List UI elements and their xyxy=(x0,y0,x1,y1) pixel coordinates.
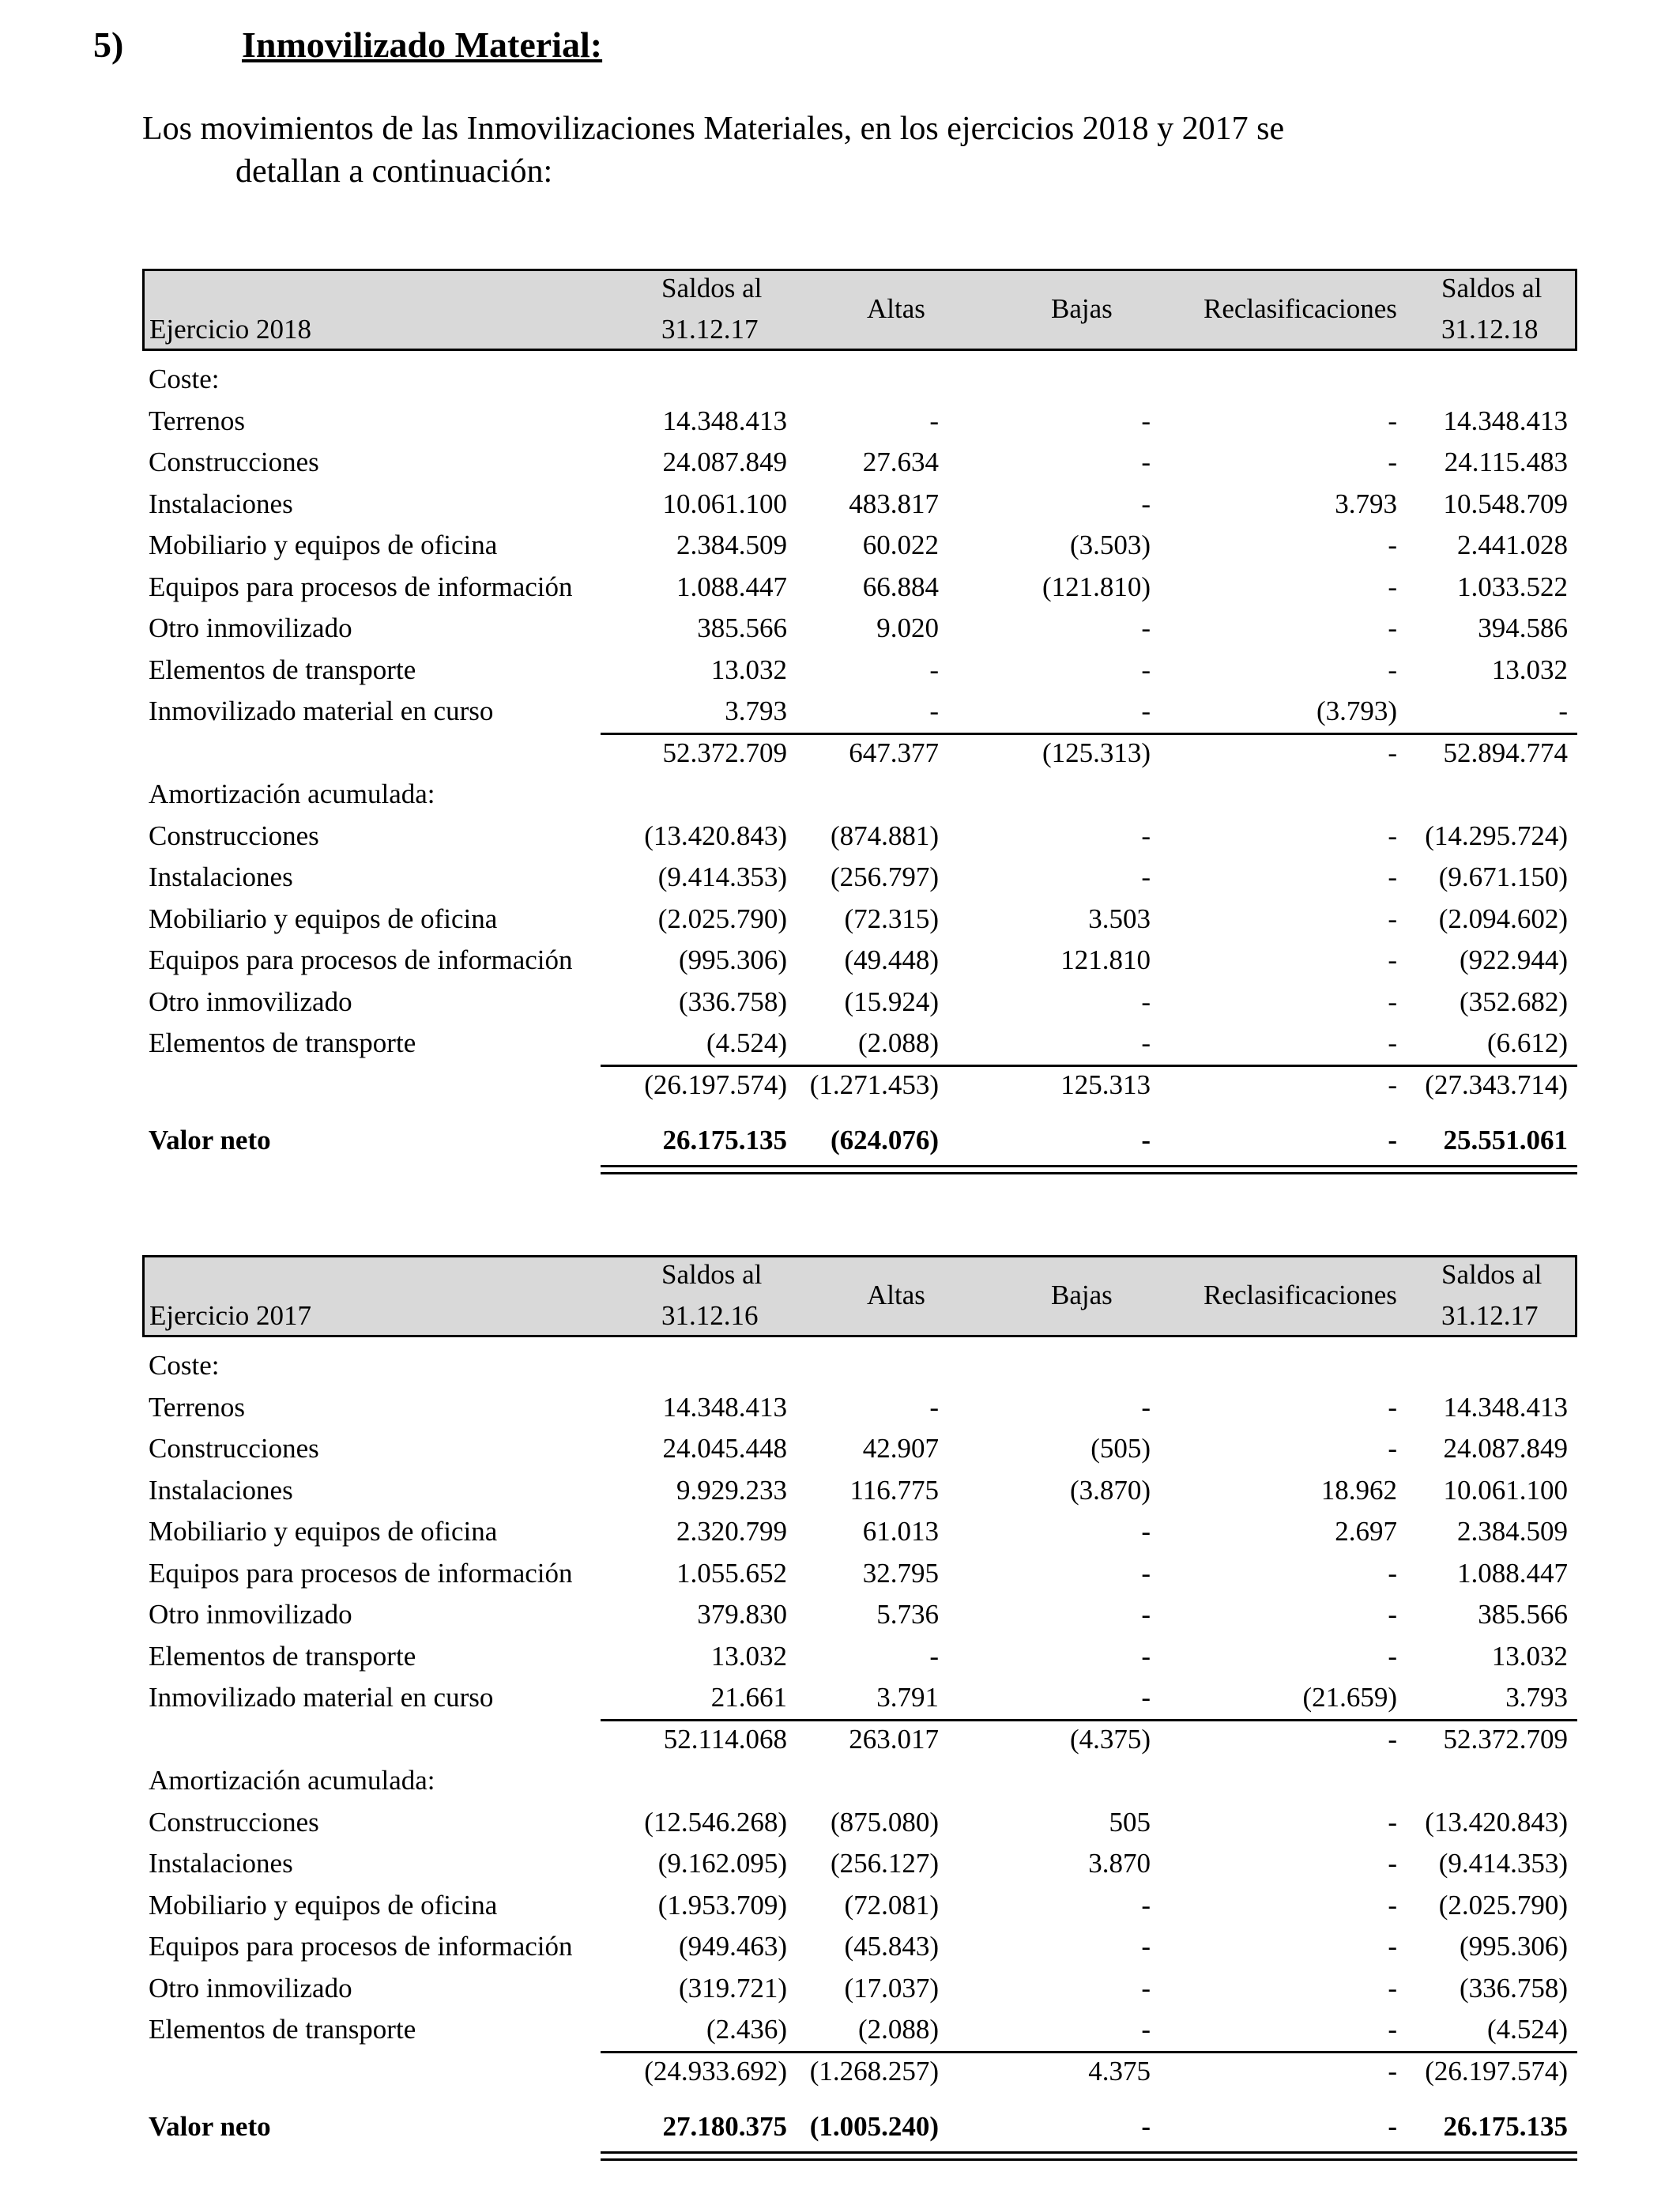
cell-col-2: - xyxy=(929,405,939,436)
amortizacion-row xyxy=(142,899,1577,941)
cell-col-1: (12.546.268) xyxy=(644,1806,787,1838)
cell-col-2: 5.736 xyxy=(876,1599,939,1630)
subtotal-rule xyxy=(601,2051,1577,2053)
header-altas: Altas xyxy=(867,293,925,324)
cell-col-5: 10.548.709 xyxy=(1443,488,1568,519)
cell-col-2: (1.268.257) xyxy=(809,2055,939,2087)
cell-col-4: - xyxy=(1388,1723,1397,1755)
subtotal-rule xyxy=(601,733,1577,735)
cell-col-5: 2.441.028 xyxy=(1457,530,1568,560)
header-saldos-fin-l2: 31.12.17 xyxy=(1441,1300,1539,1331)
amortizacion-label-row xyxy=(142,774,1577,816)
cell-col-3: (125.313) xyxy=(1042,737,1151,768)
header-bajas: Bajas xyxy=(1051,1280,1113,1310)
cell-col-3: (505) xyxy=(1090,1433,1151,1464)
cell-col-5: (14.295.724) xyxy=(1425,820,1568,851)
row-label: Mobiliario y equipos de oficina xyxy=(149,903,498,934)
row-label: Equipos para procesos de información xyxy=(149,1931,573,1962)
cell-col-2: - xyxy=(929,1391,939,1423)
cell-col-5: 14.348.413 xyxy=(1443,1391,1568,1423)
cell-col-4: - xyxy=(1388,1027,1397,1058)
cell-col-4: - xyxy=(1388,654,1397,685)
cell-col-4: (3.793) xyxy=(1316,696,1397,726)
amortizacion-row xyxy=(142,1023,1577,1065)
cell-col-3: - xyxy=(1141,1640,1151,1672)
coste-row xyxy=(142,1387,1577,1429)
cell-col-1: (24.933.692) xyxy=(644,2055,787,2087)
cell-col-4: - xyxy=(1388,861,1397,892)
cell-col-1: 1.088.447 xyxy=(676,571,787,602)
coste-row xyxy=(142,1553,1577,1595)
cell-col-5: 3.793 xyxy=(1505,1682,1568,1713)
coste-row xyxy=(142,1428,1577,1470)
amortizacion-row xyxy=(142,982,1577,1023)
coste-row xyxy=(142,525,1577,567)
row-label: Coste: xyxy=(149,1350,220,1381)
cell-col-4: (21.659) xyxy=(1302,1682,1397,1713)
cell-col-5: (336.758) xyxy=(1459,1972,1568,2004)
cell-col-3: 3.870 xyxy=(1088,1848,1151,1879)
cell-col-3: - xyxy=(1141,2111,1151,2142)
cell-col-3: - xyxy=(1141,1516,1151,1547)
cell-col-1: (9.162.095) xyxy=(657,1848,787,1879)
row-label: Instalaciones xyxy=(149,1474,293,1506)
intro-line-1: Los movimientos de las Inmovilizaciones Materiales, en los ejercicios 2018 y 2017 se xyxy=(142,111,1285,147)
header-reclasificaciones: Reclasificaciones xyxy=(1203,1280,1397,1310)
row-label: Instalaciones xyxy=(149,1848,293,1879)
cell-col-3: - xyxy=(1141,1391,1151,1423)
cell-col-4: - xyxy=(1388,1125,1397,1155)
cell-col-4: - xyxy=(1388,1391,1397,1423)
cell-col-3: - xyxy=(1141,1125,1151,1155)
cell-col-1: (4.524) xyxy=(706,1027,787,1058)
cell-col-5: 26.175.135 xyxy=(1443,2111,1568,2142)
cell-col-2: (256.127) xyxy=(830,1848,939,1879)
cell-col-2: 27.634 xyxy=(862,447,939,477)
row-label: Elementos de transporte xyxy=(149,1640,416,1672)
cell-col-5: (2.025.790) xyxy=(1438,1889,1568,1921)
cell-col-5: (352.682) xyxy=(1459,986,1568,1017)
row-label: Elementos de transporte xyxy=(149,2014,416,2045)
cell-col-5: 394.586 xyxy=(1478,613,1568,643)
cell-col-1: 379.830 xyxy=(697,1599,787,1630)
cell-col-2: (2.088) xyxy=(857,1027,939,1058)
coste-total-row xyxy=(142,733,1577,775)
cell-col-5: 25.551.061 xyxy=(1443,1125,1568,1155)
table-header xyxy=(142,269,1577,351)
cell-col-3: - xyxy=(1141,1931,1151,1962)
cell-col-1: 385.566 xyxy=(697,613,787,643)
cell-col-3: - xyxy=(1141,613,1151,643)
cell-col-4: - xyxy=(1388,1806,1397,1838)
cell-col-2: 66.884 xyxy=(862,571,939,602)
cell-col-4: - xyxy=(1388,1599,1397,1630)
cell-col-1: 1.055.652 xyxy=(676,1557,787,1589)
cell-col-3: - xyxy=(1141,405,1151,436)
row-label: Mobiliario y equipos de oficina xyxy=(149,1889,498,1921)
row-label: Construcciones xyxy=(149,1433,319,1464)
cell-col-4: - xyxy=(1388,2014,1397,2045)
cell-col-2: - xyxy=(929,696,939,726)
cell-col-4: - xyxy=(1388,1848,1397,1879)
row-label: Equipos para procesos de información xyxy=(149,944,573,975)
cell-col-4: - xyxy=(1388,986,1397,1017)
coste-row xyxy=(142,691,1577,733)
cell-col-5: (26.197.574) xyxy=(1425,2055,1568,2087)
cell-col-2: (17.037) xyxy=(844,1972,939,2004)
cell-col-3: - xyxy=(1141,488,1151,519)
header-ejercicio: Ejercicio 2018 xyxy=(149,314,312,345)
table-ejercicio-2017 xyxy=(142,1255,1577,2161)
coste-row xyxy=(142,608,1577,650)
cell-col-1: (336.758) xyxy=(678,986,787,1017)
cell-col-5: (922.944) xyxy=(1459,944,1568,975)
header-saldos-inicio-l2: 31.12.17 xyxy=(661,314,759,345)
row-label: Coste: xyxy=(149,364,220,394)
amortizacion-total-row xyxy=(142,1065,1577,1106)
cell-col-5: 1.033.522 xyxy=(1457,571,1568,602)
double-total-rule xyxy=(601,1165,1577,1174)
cell-col-4: - xyxy=(1388,1069,1397,1100)
cell-col-3: (3.870) xyxy=(1069,1474,1151,1506)
cell-col-3: (121.810) xyxy=(1042,571,1151,602)
cell-col-1: 13.032 xyxy=(710,654,787,685)
cell-col-5: 13.032 xyxy=(1491,654,1568,685)
cell-col-3: - xyxy=(1141,696,1151,726)
cell-col-4: - xyxy=(1388,1931,1397,1962)
section-heading xyxy=(93,24,602,66)
cell-col-4: - xyxy=(1388,1640,1397,1672)
cell-col-1: 21.661 xyxy=(710,1682,787,1713)
cell-col-2: (2.088) xyxy=(857,2014,939,2045)
cell-col-5: 52.894.774 xyxy=(1443,737,1568,768)
cell-col-1: (26.197.574) xyxy=(644,1069,787,1100)
cell-col-5: (9.414.353) xyxy=(1438,1848,1568,1879)
table-ejercicio-2018 xyxy=(142,269,1577,1174)
cell-col-2: 61.013 xyxy=(862,1516,939,1547)
section-number: 5) xyxy=(93,25,124,65)
cell-col-1: 52.372.709 xyxy=(662,737,787,768)
cell-col-2: (1.271.453) xyxy=(809,1069,939,1100)
cell-col-2: 647.377 xyxy=(849,737,939,768)
coste-total-row xyxy=(142,1719,1577,1761)
cell-col-3: - xyxy=(1141,820,1151,851)
row-label: Mobiliario y equipos de oficina xyxy=(149,530,498,560)
cell-col-2: (624.076) xyxy=(830,1125,939,1155)
row-label: Equipos para procesos de información xyxy=(149,571,573,602)
cell-col-5: (13.420.843) xyxy=(1425,1806,1568,1838)
cell-col-5: (4.524) xyxy=(1486,2014,1568,2045)
cell-col-1: (2.025.790) xyxy=(657,903,787,934)
cell-col-2: (1.005.240) xyxy=(809,2111,939,2142)
coste-row xyxy=(142,567,1577,609)
cell-col-5: (27.343.714) xyxy=(1425,1069,1568,1100)
header-saldos-fin-l1: Saldos al xyxy=(1441,1259,1543,1290)
row-label: Otro inmovilizado xyxy=(149,1972,352,2004)
header-bajas: Bajas xyxy=(1051,293,1113,324)
coste-row xyxy=(142,1636,1577,1678)
cell-col-2: - xyxy=(929,1640,939,1672)
cell-col-1: 3.793 xyxy=(725,696,787,726)
cell-col-5: 13.032 xyxy=(1491,1640,1568,1672)
cell-col-1: 24.087.849 xyxy=(662,447,787,477)
cell-col-4: - xyxy=(1388,944,1397,975)
cell-col-1: (2.436) xyxy=(706,2014,787,2045)
cell-col-4: - xyxy=(1388,447,1397,477)
coste-row xyxy=(142,442,1577,484)
cell-col-1: 2.320.799 xyxy=(676,1516,787,1547)
cell-col-1: (1.953.709) xyxy=(657,1889,787,1921)
cell-col-4: 18.962 xyxy=(1320,1474,1397,1506)
amortizacion-row xyxy=(142,2009,1577,2051)
amortizacion-row xyxy=(142,1802,1577,1844)
coste-row xyxy=(142,1470,1577,1512)
cell-col-4: - xyxy=(1388,1889,1397,1921)
header-saldos-fin-l2: 31.12.18 xyxy=(1441,314,1539,345)
cell-col-5: (9.671.150) xyxy=(1438,861,1568,892)
cell-col-1: (13.420.843) xyxy=(644,820,787,851)
cell-col-3: 505 xyxy=(1109,1806,1151,1838)
row-label: Otro inmovilizado xyxy=(149,1599,352,1630)
cell-col-5: 14.348.413 xyxy=(1443,405,1568,436)
cell-col-2: (874.881) xyxy=(830,820,939,851)
cell-col-3: - xyxy=(1141,1027,1151,1058)
cell-col-5: 24.115.483 xyxy=(1444,447,1568,477)
cell-col-5: (2.094.602) xyxy=(1438,903,1568,934)
row-label: Inmovilizado material en curso xyxy=(149,696,494,726)
cell-col-3: 121.810 xyxy=(1060,944,1151,975)
cell-col-2: (72.081) xyxy=(844,1889,939,1921)
cell-col-1: (319.721) xyxy=(678,1972,787,2004)
cell-col-1: 14.348.413 xyxy=(662,1391,787,1423)
cell-col-2: (45.843) xyxy=(844,1931,939,1962)
cell-col-3: - xyxy=(1141,1682,1151,1713)
cell-col-5: - xyxy=(1558,696,1568,726)
row-label: Elementos de transporte xyxy=(149,654,416,685)
cell-col-2: 3.791 xyxy=(876,1682,939,1713)
coste-label-row xyxy=(142,359,1577,401)
cell-col-2: 32.795 xyxy=(862,1557,939,1589)
subtotal-rule xyxy=(601,1065,1577,1067)
cell-col-4: - xyxy=(1388,820,1397,851)
cell-col-1: 27.180.375 xyxy=(662,2111,787,2142)
cell-col-5: (995.306) xyxy=(1459,1931,1568,1962)
row-label: Terrenos xyxy=(149,405,245,436)
header-altas: Altas xyxy=(867,1280,925,1310)
cell-col-1: 14.348.413 xyxy=(662,405,787,436)
cell-col-2: (72.315) xyxy=(844,903,939,934)
row-label: Construcciones xyxy=(149,820,319,851)
header-saldos-inicio-l1: Saldos al xyxy=(661,273,763,303)
cell-col-1: 52.114.068 xyxy=(663,1723,787,1755)
header-ejercicio: Ejercicio 2017 xyxy=(149,1300,312,1331)
amortizacion-row xyxy=(142,1926,1577,1968)
intro-line-2: detallan a continuación: xyxy=(235,153,553,190)
cell-col-2: (15.924) xyxy=(844,986,939,1017)
section-title: Inmovilizado Material: xyxy=(242,25,603,65)
cell-col-1: 9.929.233 xyxy=(676,1474,787,1506)
row-label: Amortización acumulada: xyxy=(149,778,435,809)
amortizacion-label-row xyxy=(142,1760,1577,1802)
cell-col-3: - xyxy=(1141,1889,1151,1921)
cell-col-2: 42.907 xyxy=(862,1433,939,1464)
cell-col-3: - xyxy=(1141,1599,1151,1630)
cell-col-3: - xyxy=(1141,861,1151,892)
cell-col-2: 483.817 xyxy=(849,488,939,519)
cell-col-4: - xyxy=(1388,1972,1397,2004)
cell-col-5: 52.372.709 xyxy=(1443,1723,1568,1755)
row-label: Instalaciones xyxy=(149,488,293,519)
row-label: Mobiliario y equipos de oficina xyxy=(149,1516,498,1547)
cell-col-3: - xyxy=(1141,1557,1151,1589)
cell-col-1: 2.384.509 xyxy=(676,530,787,560)
cell-col-2: (49.448) xyxy=(844,944,939,975)
header-saldos-inicio-l2: 31.12.16 xyxy=(661,1300,759,1331)
cell-col-1: (995.306) xyxy=(678,944,787,975)
cell-col-3: 125.313 xyxy=(1060,1069,1151,1100)
cell-col-4: - xyxy=(1388,737,1397,768)
row-label: Construcciones xyxy=(149,1806,319,1838)
cell-col-4: 3.793 xyxy=(1335,488,1397,519)
row-label: Valor neto xyxy=(149,2111,271,2142)
cell-col-3: - xyxy=(1141,654,1151,685)
row-label: Equipos para procesos de información xyxy=(149,1557,573,1589)
cell-col-5: 2.384.509 xyxy=(1457,1516,1568,1547)
row-label: Amortización acumulada: xyxy=(149,1765,435,1796)
table-header xyxy=(142,1255,1577,1337)
cell-col-5: (6.612) xyxy=(1486,1027,1568,1058)
cell-col-3: - xyxy=(1141,986,1151,1017)
cell-col-5: 10.061.100 xyxy=(1443,1474,1568,1506)
cell-col-3: - xyxy=(1141,447,1151,477)
cell-col-3: - xyxy=(1141,2014,1151,2045)
coste-row xyxy=(142,484,1577,526)
cell-col-4: - xyxy=(1388,530,1397,560)
cell-col-1: (9.414.353) xyxy=(657,861,787,892)
row-label: Otro inmovilizado xyxy=(149,613,352,643)
coste-row xyxy=(142,1594,1577,1636)
cell-col-4: - xyxy=(1388,571,1397,602)
cell-col-4: - xyxy=(1388,1433,1397,1464)
cell-col-1: 26.175.135 xyxy=(662,1125,787,1155)
cell-col-4: - xyxy=(1388,613,1397,643)
cell-col-3: 4.375 xyxy=(1088,2055,1151,2087)
cell-col-5: 24.087.849 xyxy=(1443,1433,1568,1464)
cell-col-4: - xyxy=(1388,2055,1397,2087)
cell-col-1: 10.061.100 xyxy=(662,488,787,519)
cell-col-5: 385.566 xyxy=(1478,1599,1568,1630)
cell-col-4: 2.697 xyxy=(1335,1516,1397,1547)
row-label: Elementos de transporte xyxy=(149,1027,416,1058)
coste-row xyxy=(142,1677,1577,1719)
cell-col-2: 263.017 xyxy=(849,1723,939,1755)
cell-col-3: - xyxy=(1141,1972,1151,2004)
amortizacion-row xyxy=(142,816,1577,858)
amortizacion-row xyxy=(142,1885,1577,1927)
intro-paragraph xyxy=(142,107,1486,193)
cell-col-4: - xyxy=(1388,903,1397,934)
valor-neto-row xyxy=(142,2106,1577,2148)
cell-col-3: (4.375) xyxy=(1069,1723,1151,1755)
header-saldos-fin-l1: Saldos al xyxy=(1441,273,1543,303)
cell-col-5: 1.088.447 xyxy=(1457,1557,1568,1589)
coste-label-row xyxy=(142,1345,1577,1387)
header-saldos-inicio-l1: Saldos al xyxy=(661,1259,763,1290)
row-label: Inmovilizado material en curso xyxy=(149,1682,494,1713)
row-label: Instalaciones xyxy=(149,861,293,892)
cell-col-1: 24.045.448 xyxy=(662,1433,787,1464)
cell-col-3: (3.503) xyxy=(1069,530,1151,560)
header-reclasificaciones: Reclasificaciones xyxy=(1203,293,1397,324)
row-label: Otro inmovilizado xyxy=(149,986,352,1017)
cell-col-4: - xyxy=(1388,405,1397,436)
cell-col-2: (875.080) xyxy=(830,1806,939,1838)
cell-col-2: - xyxy=(929,654,939,685)
row-label: Construcciones xyxy=(149,447,319,477)
amortizacion-row xyxy=(142,940,1577,982)
amortizacion-row xyxy=(142,1843,1577,1885)
row-label: Terrenos xyxy=(149,1391,245,1423)
cell-col-2: (256.797) xyxy=(830,861,939,892)
coste-row xyxy=(142,1511,1577,1553)
cell-col-2: 9.020 xyxy=(876,613,939,643)
cell-col-3: 3.503 xyxy=(1088,903,1151,934)
cell-col-4: - xyxy=(1388,2111,1397,2142)
amortizacion-total-row xyxy=(142,2051,1577,2093)
cell-col-2: 60.022 xyxy=(862,530,939,560)
valor-neto-row xyxy=(142,1120,1577,1162)
double-total-rule xyxy=(601,2151,1577,2161)
coste-row xyxy=(142,401,1577,443)
amortizacion-row xyxy=(142,1968,1577,2010)
subtotal-rule xyxy=(601,1719,1577,1721)
coste-row xyxy=(142,650,1577,692)
cell-col-4: - xyxy=(1388,1557,1397,1589)
cell-col-1: (949.463) xyxy=(678,1931,787,1962)
row-label: Valor neto xyxy=(149,1125,271,1155)
cell-col-2: 116.775 xyxy=(849,1474,939,1506)
amortizacion-row xyxy=(142,857,1577,899)
cell-col-1: 13.032 xyxy=(710,1640,787,1672)
